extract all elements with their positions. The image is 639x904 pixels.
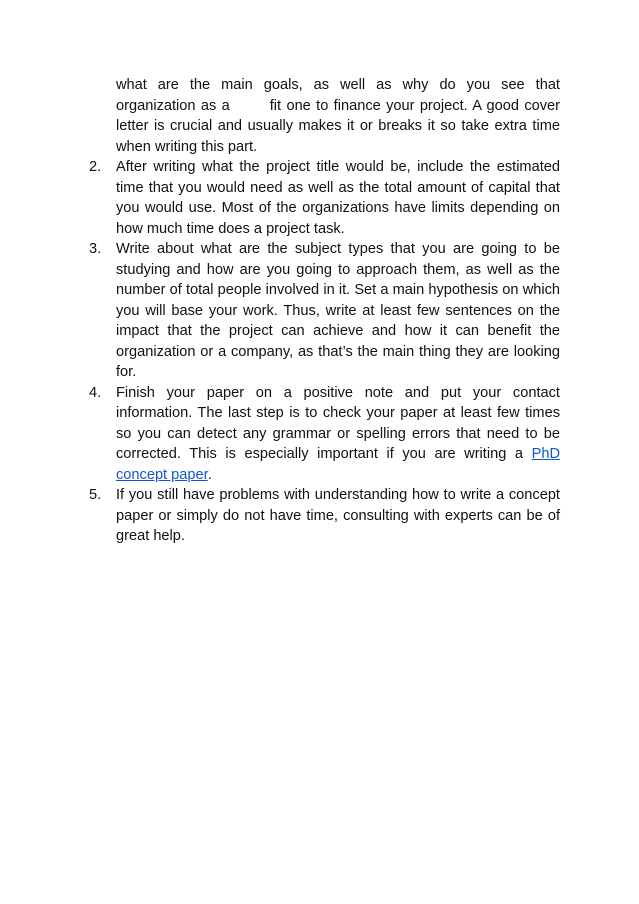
list-item-continued bbox=[89, 75, 560, 157]
list-item-text: Finish your paper on a positive note and put your contact information. The last step is to check your paper at least few times so you can detect any grammar or spelling errors that need to be corrected. This is especially important if you are writing a bbox=[116, 384, 560, 462]
list-item-2 bbox=[89, 157, 560, 239]
list-item-number: 5. bbox=[89, 487, 102, 503]
list-item-text: After writing what the project title would be, include the estimated time that you would need as well as the total amount of capital that you would use. Most of the organizations have limits depending on how much time does a project task. bbox=[116, 159, 560, 237]
numbered-list bbox=[89, 75, 560, 547]
list-item-period: . bbox=[207, 466, 212, 483]
list-item-text-part-2: fit one to finance your project. A good cover letter is crucial and usually makes it or breaks it so take extra time when writing this part. bbox=[116, 97, 561, 155]
list-item-4 bbox=[89, 383, 560, 486]
list-item-3 bbox=[89, 239, 560, 383]
list-item-number: 3. bbox=[89, 241, 102, 257]
phd-concept-paper-link[interactable]: PhD concept paper bbox=[116, 446, 560, 483]
list-item-text: If you still have problems with understanding how to write a concept paper or simply do not have time, consulting with experts can be of great help. bbox=[116, 487, 560, 544]
list-item-text-part-1: what are the main goals, as well as why do you see that organization as a bbox=[116, 77, 560, 114]
list-item-number: 4. bbox=[89, 384, 102, 401]
list-item-5 bbox=[89, 485, 560, 547]
list-item-text: Write about what are the subject types that you are going to be studying and how are you going to approach them, as well as the number of total people involved in it. Set a main hypothesis on which you will base your work. Thus, write at least few sentences on the impact that the project can achieve and how it can benefit the organization or a company, as that’s the main thing they are looking for. bbox=[116, 241, 560, 380]
list-item-number: 2. bbox=[89, 159, 102, 175]
